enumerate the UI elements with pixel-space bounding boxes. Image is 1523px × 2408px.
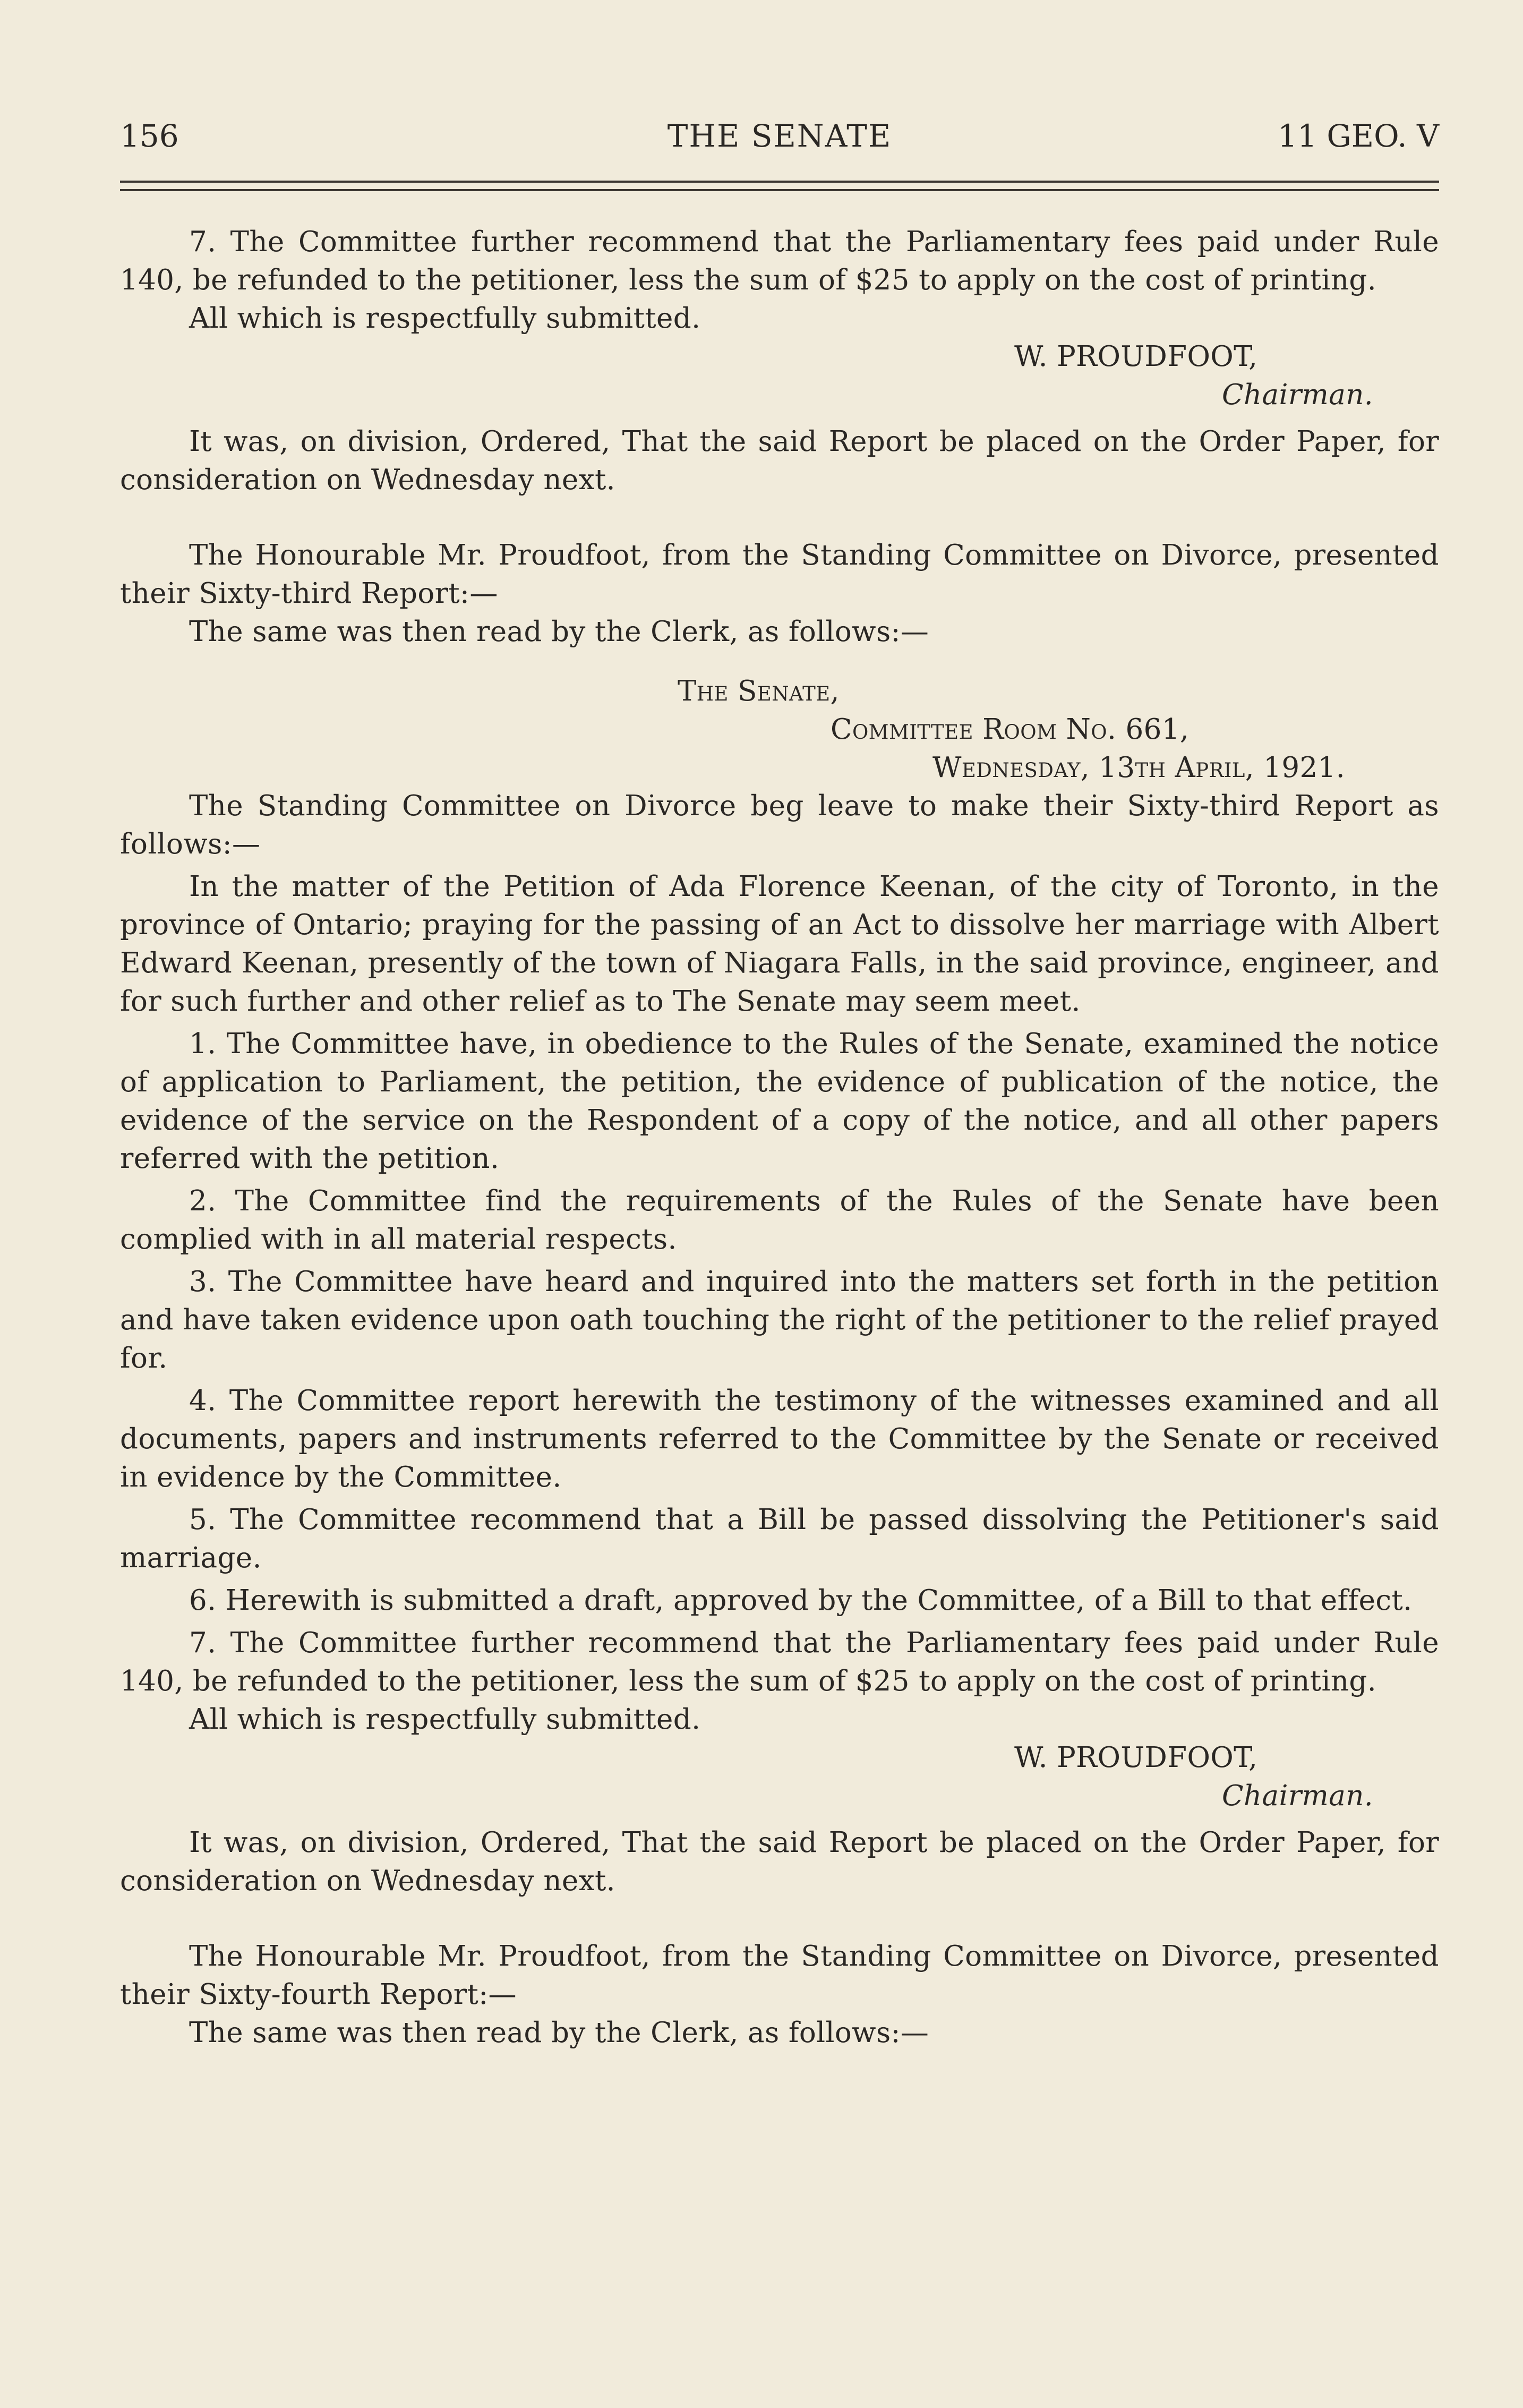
report-item-3: 3. The Committee have heard and inquired into the matters set forth in the petition and have taken evidence upon oath touching the right of the petitioner to the relief prayed for. bbox=[120, 1266, 1439, 1374]
report-intro: The Standing Committee on Divorce beg leave to make their Sixty-third Report as follows:— bbox=[120, 790, 1439, 860]
presented-paragraph-2: The Honourable Mr. Proudfoot, from the Standing Committee on Divorce, presented their Sixty-fourth Report:— bbox=[120, 1940, 1439, 2011]
running-header bbox=[120, 115, 1439, 157]
paragraph-fees-1: 7. The Committee further recommend that the Parliamentary fees paid under Rule 140, be refunded to the petitioner, less the sum of $25 to apply on the cost of printing. bbox=[120, 226, 1439, 296]
submitted-line-1: All which is respectfully submitted. bbox=[189, 302, 701, 335]
signature-name-1: W. PROUDFOOT, bbox=[1014, 340, 1258, 373]
signature-role-1: Chairman. bbox=[1221, 379, 1373, 411]
petition-paragraph: In the matter of the Petition of Ada Florence Keenan, of the city of Toronto, in the province of Ontario; praying for the passing of an Act to dissolve her marriage with Albert Edward Keenan, presently of the town of Niagara Falls, in the said province, engineer, and for such further and other relief as to The Senate may seem meet. bbox=[120, 870, 1439, 1018]
header-rule-bottom bbox=[120, 189, 1439, 191]
read-by-clerk-2: The same was then read by the Clerk, as follows:— bbox=[189, 2017, 929, 2049]
report-item-7: 7. The Committee further recommend that the Parliamentary fees paid under Rule 140, be refunded to the petitioner, less the sum of $25 to apply on the cost of printing. bbox=[120, 1627, 1439, 1697]
heading-senate: The Senate, bbox=[678, 675, 840, 707]
heading-committee-room: Committee Room No. 661, bbox=[831, 713, 1190, 746]
report-item-2: 2. The Committee find the requirements of the Rules of the Senate have been complied with in all material respects. bbox=[120, 1185, 1439, 1256]
page-body bbox=[120, 223, 1439, 2052]
header-rule-top bbox=[120, 181, 1439, 183]
report-item-4: 4. The Committee report herewith the testimony of the witnesses examined and all documents, papers and instruments referred to the Committee by the Senate or received in evidence by the Committee. bbox=[120, 1385, 1439, 1493]
report-item-6: 6. Herewith is submitted a draft, approved by the Committee, of a Bill to that effect. bbox=[189, 1584, 1413, 1617]
running-title: THE SENATE bbox=[667, 118, 892, 154]
read-by-clerk-1: The same was then read by the Clerk, as follows:— bbox=[189, 616, 929, 648]
order-paragraph-1: It was, on division, Ordered, That the said Report be placed on the Order Paper, for consideration on Wednesday next. bbox=[120, 425, 1439, 496]
page-number: 156 bbox=[120, 118, 179, 154]
report-item-1: 1. The Committee have, in obedience to the Rules of the Senate, examined the notice of application to Parliament, the petition, the evidence of publication of the notice, the evidence of the service on the Respondent of a copy of the notice, and all other papers referred with the petition. bbox=[120, 1028, 1439, 1175]
signature-name-2: W. PROUDFOOT, bbox=[1014, 1741, 1258, 1774]
order-paragraph-2: It was, on division, Ordered, That the said Report be placed on the Order Paper, for consideration on Wednesday next. bbox=[120, 1826, 1439, 1897]
submitted-line-2: All which is respectfully submitted. bbox=[189, 1703, 701, 1736]
presented-paragraph-1: The Honourable Mr. Proudfoot, from the Standing Committee on Divorce, presented their Sixty-third Report:— bbox=[120, 539, 1439, 610]
signature-role-2: Chairman. bbox=[1221, 1780, 1373, 1812]
regnal-year: 11 GEO. V bbox=[1278, 118, 1439, 154]
heading-date: Wednesday, 13th April, 1921. bbox=[932, 752, 1345, 784]
report-item-5: 5. The Committee recommend that a Bill be passed dissolving the Petitioner's said marriage. bbox=[120, 1504, 1439, 1574]
